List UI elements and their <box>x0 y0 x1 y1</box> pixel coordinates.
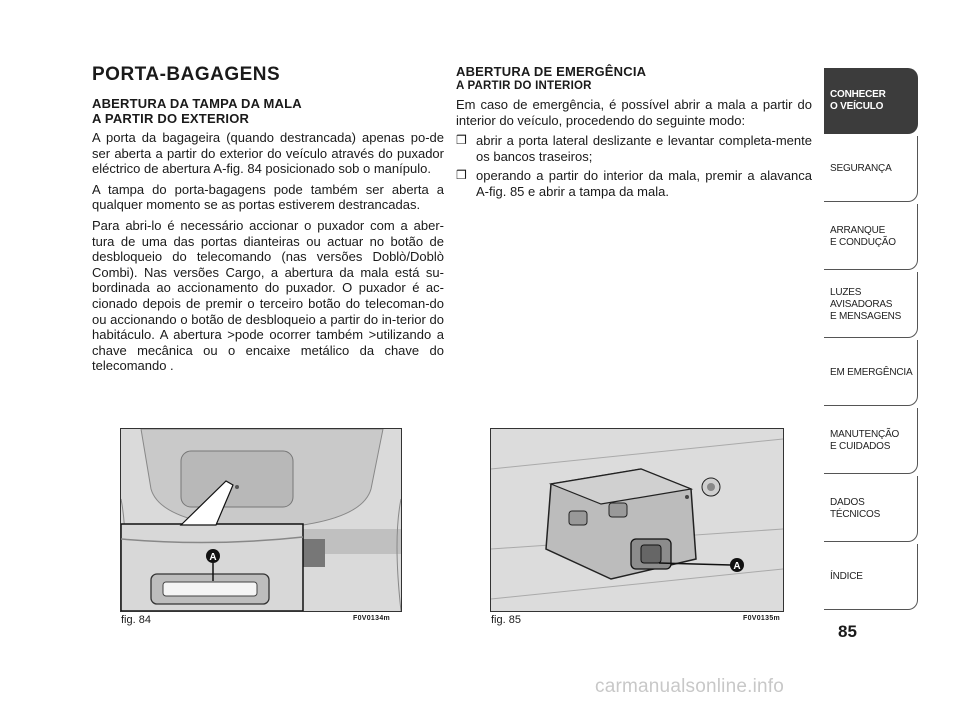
tailgate-illustration <box>121 429 401 611</box>
list-item: ❒ operando a partir do interior da mala, premir a alavanca A-fig. 85 e abrir a tampa da mala. <box>456 168 812 199</box>
right-column <box>456 64 812 204</box>
figure-caption: fig. 84 <box>121 614 151 626</box>
figure-caption: fig. 85 <box>491 614 521 626</box>
paragraph: Em caso de emergência, é possível abrir a mala a partir do interior do veículo, procedendo do seguinte modo: <box>456 97 812 128</box>
checkbox-bullet-icon: ❒ <box>456 133 467 148</box>
figure-code: F0V0134m <box>353 615 391 622</box>
paragraph: A tampa do porta-bagagens pode também ser aberta a qualquer momento se as portas estiverem destrancadas. <box>92 181 444 213</box>
tab-arranque[interactable]: ARRANQUE E CONDUÇÃO <box>824 204 918 270</box>
section-heading-line1: ABERTURA DA TAMPA DA MALA <box>92 96 302 111</box>
tab-conhecer-o-veiculo[interactable]: CONHECER O VEÍCULO <box>824 68 918 134</box>
lock-illustration <box>491 429 783 611</box>
tab-dados-tecnicos[interactable]: DADOS TÉCNICOS <box>824 476 918 542</box>
paragraph: A porta da bagageira (quando destrancada) apenas po-de ser aberta a partir do exterior do veículo através do puxador eléctrico de abertura A-fig. 84 posicionado sob o manípulo. <box>92 130 444 177</box>
page-title: PORTA-BAGAGENS <box>92 64 281 85</box>
callout-label-a: A <box>733 561 741 572</box>
watermark: carmanualsonline.info <box>595 676 785 697</box>
tab-indice[interactable]: ÍNDICE <box>824 544 918 610</box>
figure-85-lock-lever <box>490 428 784 612</box>
left-column <box>92 64 444 379</box>
tab-seguranca[interactable]: SEGURANÇA <box>824 136 918 202</box>
section-heading-line1: ABERTURA DE EMERGÊNCIA <box>456 64 647 79</box>
checkbox-bullet-icon: ❒ <box>456 168 467 183</box>
figure-84-tailgate <box>120 428 402 612</box>
figure-code: F0V0135m <box>743 615 781 622</box>
section-heading-line2: A PARTIR DO EXTERIOR <box>92 111 250 126</box>
chapter-tabs <box>824 68 918 612</box>
callout-label-a: A <box>209 552 217 563</box>
section-heading-line2: A PARTIR DO INTERIOR <box>456 80 592 92</box>
tab-em-emergencia[interactable]: EM EMERGÊNCIA <box>824 340 918 406</box>
tab-manutencao[interactable]: MANUTENÇÃO E CUIDADOS <box>824 408 918 474</box>
page-number: 85 <box>838 622 857 641</box>
list-item: ❒ abrir a porta lateral deslizante e levantar completa-mente os bancos traseiros; <box>456 133 812 164</box>
paragraph: Para abri-lo é necessário accionar o puxador com a aber-tura de uma das portas dianteiras ou actuar no botão de desbloqueio do telecomando (nas versões Doblò/Doblò Combi). Nas versões Cargo, a abertura da mala está su-bordinada ao accionamento do puxador. O puxador é ac-cionado depois de premir o terceiro botão do telecoman-do ou accionando o botão de desbloqueio a partir do in-terior do habitáculo. A abertura >pode ocorrer também >utilizando a chave mecânica ou o encaixe metálico da chave do telecomando . <box>92 217 444 374</box>
tab-luzes-avisadoras[interactable]: LUZES AVISADORAS E MENSAGENS <box>824 272 918 338</box>
